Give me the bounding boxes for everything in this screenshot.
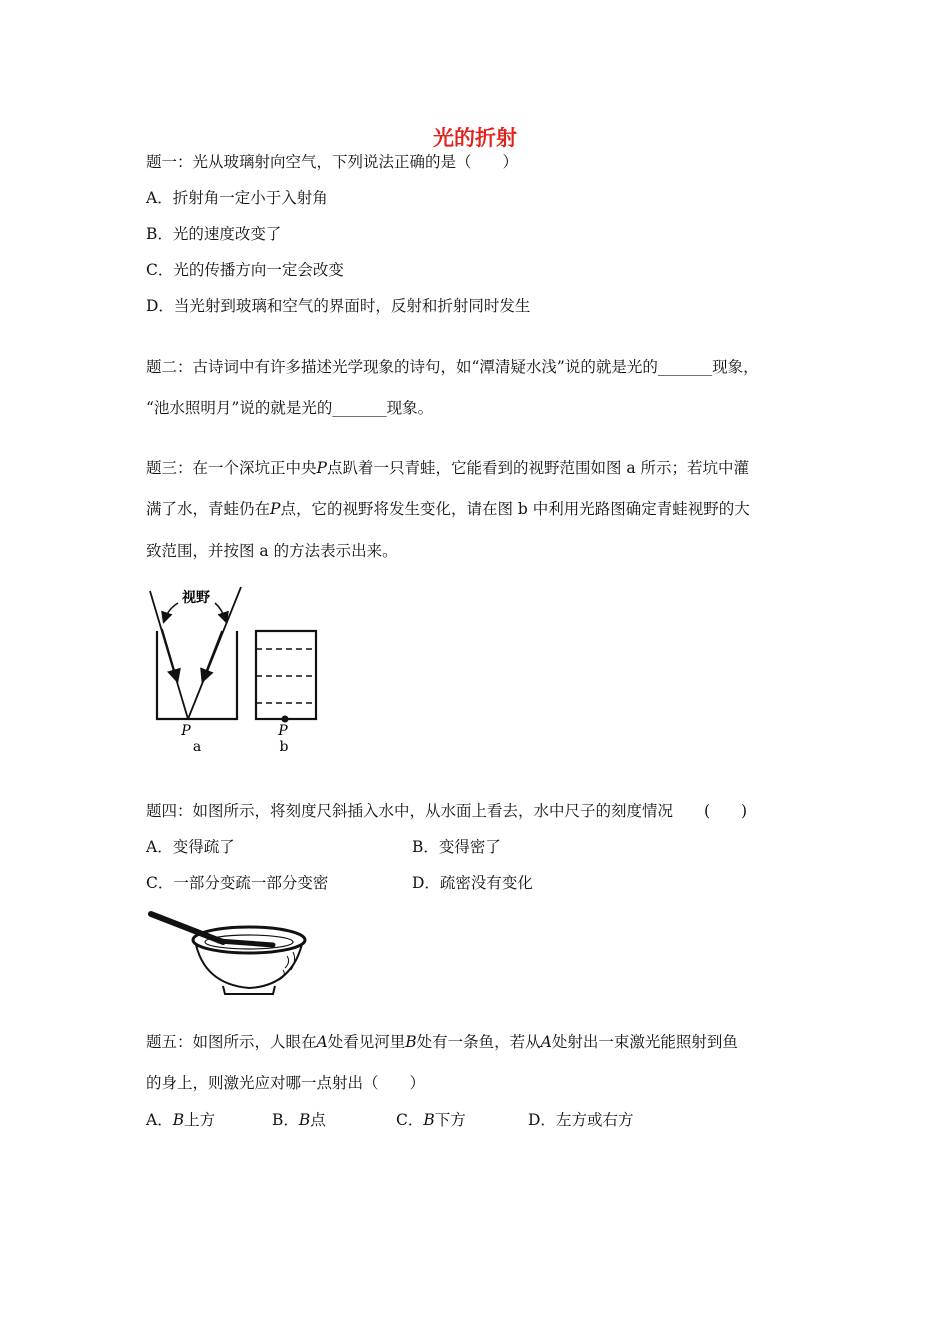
figure-a-p-label: P [181, 723, 191, 739]
q2-line-1: 题二：古诗词中有许多描述光学现象的诗句，如“潭清疑水浅”说的就是光的_______现象， [146, 358, 759, 376]
figure-a-label: a [192, 739, 202, 755]
q5-option-a: A．B上方 [146, 1111, 216, 1129]
figure-b-label: b [279, 739, 289, 755]
q4-bowl-figure [145, 908, 315, 1000]
ruler-above-water [151, 914, 223, 942]
q1-option-a: A．折射角一定小于入射角 [146, 189, 328, 207]
q5-line-2: 的身上，则激光应对哪一点射出（ ） [146, 1074, 426, 1092]
q4-option-d: D．疏密没有变化 [412, 874, 533, 892]
q4-stem: 题四：如图所示，将刻度尺斜插入水中，从水面上看去，水中尺子的刻度情况 ( ) [146, 802, 748, 820]
q5-line-1: 题五：如图所示，人眼在A处看见河里B处有一条鱼，若从A处射出一束激光能照射到鱼 [146, 1033, 738, 1051]
q1-option-d: D．当光射到玻璃和空气的界面时，反射和折射同时发生 [146, 297, 531, 315]
page-title: 光的折射 [433, 126, 517, 150]
q4-option-b: B．变得密了 [412, 838, 501, 856]
q5-option-d: D．左方或右方 [528, 1111, 634, 1129]
figure-b-point [282, 716, 289, 723]
q3-figure [140, 583, 330, 755]
figure-a-pit [157, 631, 237, 719]
q4-option-c: C．一部分变疏一部分变密 [146, 874, 329, 892]
figure-b-water-lines [256, 649, 316, 703]
q2-line-2: “池水照明月”说的就是光的_______现象。 [146, 399, 434, 417]
q4-option-a: A．变得疏了 [146, 838, 235, 856]
q5-option-b: B．B点 [272, 1111, 326, 1129]
figure-b-pit [256, 631, 316, 719]
q1-option-c: C．光的传播方向一定会改变 [146, 261, 344, 279]
figure-a-rays [150, 587, 241, 719]
figure-view-label: 视野 [182, 590, 210, 606]
q5-option-c: C．B下方 [396, 1111, 466, 1129]
figure-b-p-label: P [278, 723, 288, 739]
q1-option-b: B．光的速度改变了 [146, 225, 282, 243]
q3-line-2: 满了水，青蛙仍在P点，它的视野将发生变化，请在图 b 中利用光路图确定青蛙视野的大 [146, 500, 750, 518]
q3-line-1: 题三：在一个深坑正中央P点趴着一只青蛙，它能看到的视野范围如图 a 所示；若坑中灌 [146, 459, 750, 477]
q3-line-3: 致范围，并按图 a 的方法表示出来。 [146, 542, 398, 560]
q1-stem: 题一：光从玻璃射向空气，下列说法正确的是（ ） [146, 153, 519, 171]
